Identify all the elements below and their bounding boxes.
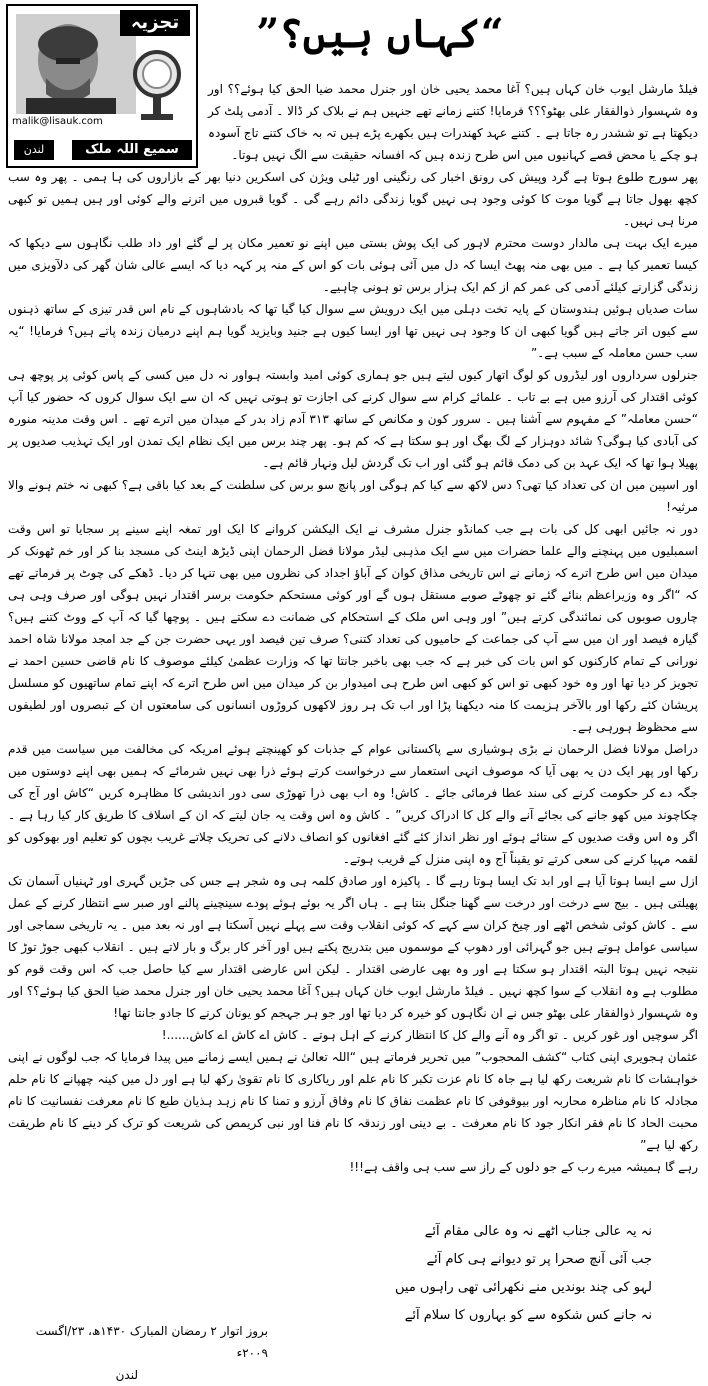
verse-line: لہو کی چند بوندیں منے نکھرائی تھی راہوں میں [395,1280,652,1295]
paragraph: رہے گا ہمیشہ میرے رب کے جو دلوں کے راز سے سب ہی واقف ہے!!! [349,1160,698,1174]
paragraph: ازل سے ایسا ہوتا آیا ہے اور ابد تک ایسا ہوتا رہے گا ۔ پاکیزہ اور صادق کلمہ ہی وہ شجر ہے جس کی جڑیں گہری اور ٹہنیاں آسمان تک پھیلتی ہیں ۔ بیج سے درخت اور درخت سے گھنا جنگل بنتا ہے ۔ ہاں اگر یہ بوئے ہوئے پودے سینچینے پالنے اور صبر سے انتظار کرنے کے عمل سے ۔ کاش کوئی شخص اٹھے اور چیخ کران سے کہے کہ کوئی انقلاب وقت سے پہلے نہیں آسکتا ہے اور نہ بعد میں ۔ یہ تاریخی سماجی اور سیاسی عوامل ہوتے ہیں جو گہرائی اور دھوپ کے موسموں میں بتدریج پکتے ہیں اور آخر کار برگ و بار لاتے ہیں ۔ انقلاب کبھی جوڑ توڑ کا نتیجہ نہیں ہوتا البتہ اقتدار ہو سکتا ہے اور وہ بھی عارضی اقتدار ۔ لیکن اس عارضی اقتدار سے کیا حاصل جب کہ اس وقت قوم کو مطلوب ہے وہ انقلاب کے سوا کچھ نہیں ۔ فیلڈ مارشل ایوب خان کہاں ہیں؟ آغا محمد یحیی خان اور جنرل محمد ضیا الحق کیا ہوئے؟؟ اور وہ شہسوار ذوالفقار علی بھٹو جس نے ان نگاہوں کو خیرہ کر دیا تھا اور جو ہر جہجم کو یونان کرنے کا جادو جانتا تھا! [8,874,698,1020]
verse-line: جب آئی آنچ صحرا پر تو دیوانے ہی کام آئے [426,1252,652,1267]
paragraph: پھر سورج طلوع ہوتا ہے گرد وپیش کی رونق اخبار کی رنگینی اور ٹیلی ویژن کی اسکرین دنیا بھر کے بازاروں کی ہا ہمی ۔ پھر وہ سب کچھ بھول جاتا ہے گویا موت کا کوئی وجود ہی نہیں گویا زندگی دائم رہے گی ۔ گویا قبروں میں اترنے والے کوئی اور ہیں ہمیں تو کبھی مرنا ہی نہیں۔ [8,170,698,228]
article-body [8,60,698,1178]
paragraph: دراصل مولانا فضل الرحمان نے بڑی ہوشیاری سے پاکستانی عوام کے جذبات کو کھینچتے ہوئے امریکہ کی مخالفت میں سیاست میں قدم رکھا اور پھر ایک دن یہ بھی آیا کہ موصوف انہی استعمار سے درخواست کرتے ہوئے ذرا بھی نہیں شرمائے کہ ہمیں بھی اپنے دوستوں میں جگہ دے کر حکومت کرنے کی سند عطا فرمائی جائے ۔ کاش! وہ اب بھی ذرا تھوڑی سی دور اندیشی کا مظاہرہ کریں “کاش اور آج کی چکاچوند میں کھو جانے کی بجائے آنے والے کل کا ادراک کریں” ۔ کاش وہ اس وقت یہ جان لیتے کہ ان کے اسلاف کا طریق کار کیا رہا ہے ۔ اگر وہ اس وقت صدیوں کے ستائے ہوئے اور نظر انداز کئے گئے افغانوں کو انصاف دلانے کی تحریک چلاتے غریب بچوں کو تعلیم اور بھوکوں کو لقمہ مہیا کرنے کی سعی کرتے تو یقیناً آج وہ اپنی منزل کے قریب ہوتے۔ [8,742,698,866]
author-name: سمیع اللہ ملک [72,140,192,160]
verse-line: نہ یہ عالی جناب اٹھے نہ وہ عالی مقام آئے [424,1224,652,1239]
author-email: malik@lisauk.com [12,116,103,127]
article-place: لندن [115,1368,138,1382]
article-date: بروز اتوار ۲ رمضان المبارک ۱۴۳۰ھ، ۲۳/اگست ۲۰۰۹ء [35,1324,268,1360]
paragraph: فیلڈ مارشل ایوب خان کہاں ہیں؟ آغا محمد یحیی خان اور جنرل محمد ضیا الحق کیا ہوئے؟؟ اور وہ شہسوار ذوالفقار علی بھٹو؟؟؟ فرمایا! کتنے زمانے تھے جنہیں ہم نے بلاک کر ڈالا ۔ آدمی پلٹ کر دیکھتا ہے تو ششدر رہ جاتا ہے ۔ کتنے عہد کھندرات ہیں بکھرے پڑے ہیں تہ بہ خاک کتنے تاج آسودہ ہو چکے یا محض قصے کہانیوں میں اس طرح زندہ ہیں کہ افسانہ حقیقت سے الگ نہیں ہوتا۔ [208,82,698,162]
section-label: تجزیہ [120,10,190,36]
article-title: “کہاں ہیں؟” [256,10,504,57]
paragraph: جنرلوں سرداروں اور لیڈروں کو لوگ اتھار کیوں لیتے ہیں جو ہماری کوئی امید وابستہ ہواور نہ دل میں کسی کے پاس کوئی پر پوچھ ہی کوئی اقتدار کی آرزو میں ہے بے تاب ۔ علمائے کرام سے سوال کرنے کی اجازت تو ہوتی نہیں کہ ان سے ایک سوال کروں کہ حضور کیا آپ “حسن معاملہ” کے مفہوم سے آشنا ہیں ۔ سرور کون و مکانص کے ساتھ ۳۱۳ آدم زاد بدر کے میدان میں اترے تھے ۔ اس وقت مدینہ منورہ کی آبادی کیا ہوگی؟ شائد دوہزار کے لگ بھگ اور ہو سکتا ہے کہ کم ہو۔ پھر چند برس میں ایک نظام ایک تمدن اور ایک تہذیب صدیوں پر پھیلا ہوا تھا کہ ایک عہد بن کی دمک قائم ہو گئی اور اب تک گردش لیل ونہار قائم ہے۔ [8,368,698,470]
paragraph: عثمان ہجویری اپنی کتاب “کشف المحجوب” میں تحریر فرماتے ہیں “اللہ تعالیٰ نے ہمیں ایسے زمانے میں پیدا فرمایا کہ جب لوگوں نے اپنی خواہشات کا نام شریعت رکھ لیا ہے جاہ کا نام عزت تکبر کا نام علم اور ریاکاری کا نام تقویٰ رکھ لیا ہے اور دل میں کینہ چھپانے کا نام حلم مجادلہ کا نام مناظرہ محاربہ اور بیوقوفی کا نام عظمت نفاق کا نام وفاق آرزو و تمنا کا نام زہد ہذیان طبع کا نام معرفت نفسانیت کا نام محبت الحاد کا نام فقر انکار جود کا نام معرفت ۔ بے دینی اور زندقہ کا نام فنا اور نبی کریمص کی شریعت کو ترک کر دینے کا نام طریقت رکھ لیا ہے” [8,1050,698,1152]
article-closing [8,1320,698,1386]
paragraph: میرے ایک بہت ہی مالدار دوست محترم لاہور کی ایک پوش بستی میں اپنے نو تعمیر مکان پر لے گئے اور داد طلب نگاہوں سے دیکھا کہ کیسا تعمیر کیا ہے ۔ میں بھی منہ پھٹ ایسا کہ دل میں آئی ہوئی بات کو اس کے منہ پر کہہ دیا کہ ایسے عالی شان گھر کی دلآویزی میں زندگی گزارنے کیلئے آدمی کی عمر کم از کم ایک ہزار برس تو ہونی چاہیے۔ [8,236,698,294]
poem-verses [292,1218,652,1330]
paragraph: سات صدیاں ہوئیں ہندوستان کے پایہ تخت دہلی میں ایک درویش سے سوال کیا گیا تھا کہ بادشاہوں کے نام اس قدر تیزی کے ساتھ ذہنوں سے کیوں اتر جاتے ہیں گویا کبھی ان کا وجود ہی نہیں تھا اور ایسا کیوں ہے جنید وبایزید گویا ہم اپنے درمیان زندہ پاتے ہیں؟ فرمایا! “یہ سب حسن معاملہ کے سبب ہے۔” [8,302,698,360]
paragraph: دور نہ جائیں ابھی کل کی بات ہے جب کمانڈو جنرل مشرف نے ایک الیکشن کروانے کا ایک اور تمغہ اپنے سینے پر سجایا تو اس وقت اسمبلیوں میں پہنچنے والے علما حضرات میں سے ایک مذہبی لیڈر مولانا فضل الرحمان اپنی ڈیڑھ اینٹ کی مسجد بنا کر اور خم ٹھونک کر میدان میں اس طرح اترے کہ زمانے نے اس تاریخی مذاق کوان کے آباؤ اجداد کی نظروں میں بھی تنہا کر دیا۔ ڈھکے کی چوٹ پر فرماتے تھے کہ “اگر وہ وزیراعظم بنائے گئے تو چھوٹے صوبے مستقل ہوں گے اور کوئی مستحکم حکومت برسر اقتدار نہیں ہوگی اور صرف وہی ہی چاروں صوبوں کی نمائندگی کرتے ہیں” اور وہی اس ملک کے استحکام کی ضمانت دے سکتے ہیں ۔ پوچھا گیا کہ آپ کے ووٹ کتنے ہیں؟ گیارہ فیصد اور ان میں سے آپ کی جماعت کے حامیوں کی تعداد کتنی؟ صرف تین فیصد اور یہی حضرت جن کے جد امجد مولانا شاہ احمد نورانی کے تمام کارکنوں کو اس بات کی خبر ہے کہ جب بھی باخبر جانتا تھا کہ وزارت عظمیٰ کیلئے موصوف کا نام قاضی حسین احمد نے تجویز کر دیا تھا اور وہ خود کبھی تو اس کو کبھی اس طرح ہی امیدوار بن کر میدان میں اس طرح اترے کہ اپنے تمام ساتھیوں کو مسلسل پریشان کئے رکھا اور بالآخر ہزیمت کا منہ دیکھنا پڑا اور اب تک ہر روز لاکھوں کروڑوں انسانوں کی سامعتوں ان کے تبصروں اور لطیفوں سے محظوظ ہورہی ہے۔ [8,522,698,734]
brand-label: لندن [14,140,54,160]
paragraph: اور اسپین میں ان کی تعداد کیا تھی؟ دس لاکھ سے کیا کم ہوگی اور پانچ سو برس کی سلطنت کے بعد کیا باقی ہے؟ کبھی نہ ختم ہونے والا مرثیہ! [8,478,698,514]
verse-line: نہ جانے کس شکوہ سے کو بہاروں کا سلام آئے [404,1308,652,1323]
paragraph: اگر سوچیں اور غور کریں ۔ تو اگر وہ آنے والے کل کا انتظار کرنے کے اہل ہوتے ۔ کاش اے کاش اے کاش......! [161,1028,698,1042]
